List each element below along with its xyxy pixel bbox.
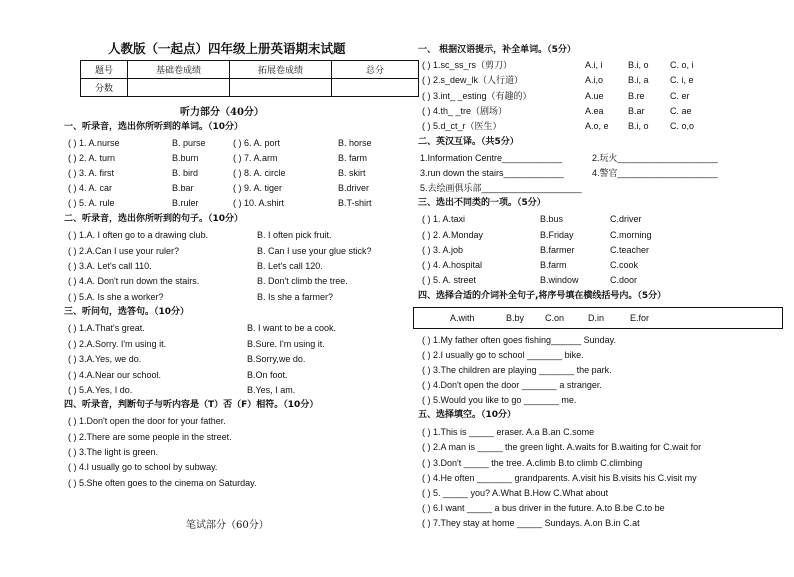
exam-title: 人教版（一起点）四年级上册英语期末试题 bbox=[108, 41, 346, 56]
question-option: B.burn bbox=[172, 153, 199, 163]
question-option: B. Is she a farmer? bbox=[257, 292, 334, 302]
question-option: B.farmer bbox=[540, 245, 575, 255]
question-row: ( ) 2.A man is _____ the green light. A.waits for B.waiting for C.wait for bbox=[422, 442, 702, 452]
score-col-total: 总分 bbox=[332, 61, 419, 79]
score-table-header-row bbox=[81, 61, 419, 79]
question-row: ( ) 4.Don't open the door _______ a stranger. bbox=[422, 380, 602, 390]
question-row: ( ) 4. A.hospital bbox=[422, 260, 483, 270]
question-option: B.re bbox=[628, 91, 645, 101]
question-row: ( ) 4. A. car bbox=[68, 183, 113, 193]
question-row: ( ) 3.Don't _____ the tree. A.climb B.to climb C.climbing bbox=[422, 458, 643, 468]
question-option: C.door bbox=[610, 275, 638, 285]
question-row: ( ) 2.I usually go to school _______ bike. bbox=[422, 350, 584, 360]
translation-item: 1.Information Centre____________ bbox=[420, 153, 563, 163]
question-option: C.driver bbox=[610, 214, 642, 224]
translation-item: 5.去绘画俱乐部____________________ bbox=[420, 183, 582, 193]
question-row: ( ) 2.A.Can I use your ruler? bbox=[68, 246, 180, 256]
question-row: ( ) 1.sc_ss_rs（剪刀） bbox=[422, 60, 513, 70]
question-option: B. purse bbox=[172, 138, 206, 148]
question-option: A.i, i bbox=[585, 60, 603, 70]
question-row: ( ) 1.This is _____ eraser. A.a B.an C.some bbox=[422, 427, 595, 437]
score-cell-basic bbox=[128, 79, 230, 97]
question-row: ( ) 4.I usually go to school by subway. bbox=[68, 462, 218, 472]
question-row: ( ) 6.I want _____ a bus driver in the future. A.to B.be C.to be bbox=[422, 503, 665, 513]
question-row: ( ) 10. A.shirt bbox=[233, 198, 285, 208]
question-option: C. i, e bbox=[670, 75, 694, 85]
listening-section-header: 听力部分（40分） bbox=[180, 107, 264, 118]
score-table bbox=[80, 60, 419, 97]
question-row: ( ) 1.A.That's great. bbox=[68, 323, 145, 333]
question-option: B. Don't climb the tree. bbox=[257, 276, 348, 286]
question-row: ( ) 3.A. Let's call 110. bbox=[68, 261, 152, 271]
question-row: ( ) 3.The children are playing _______ the park. bbox=[422, 365, 612, 375]
written-section-header: 笔试部分（60分） bbox=[186, 520, 269, 531]
question-option: B. farm bbox=[338, 153, 368, 163]
question-row: ( ) 5. A. street bbox=[422, 275, 477, 285]
question-option: B. I want to be a cook. bbox=[247, 323, 337, 333]
question-option: B.On foot. bbox=[247, 370, 288, 380]
question-option: A.o, e bbox=[585, 121, 609, 131]
right-section4-heading: 四、选择合适的介词补全句子,将序号填在横线括号内。（5分） bbox=[418, 291, 667, 301]
question-row: ( ) 3.A.Yes, we do. bbox=[68, 354, 142, 364]
question-option: C. o, i bbox=[670, 60, 694, 70]
left-section2-heading: 二、听录音，选出你所听到的句子。（10分） bbox=[64, 214, 244, 224]
question-row: ( ) 7. A.arm bbox=[233, 153, 278, 163]
right-section5-heading: 五、选择填空。（10分） bbox=[418, 410, 517, 420]
score-col-basic: 基础卷成绩 bbox=[128, 61, 230, 79]
question-option: B.i, a bbox=[628, 75, 649, 85]
score-cell-extended bbox=[230, 79, 332, 97]
preposition-option: C.on bbox=[545, 313, 565, 323]
question-option: B.farm bbox=[540, 260, 567, 270]
right-section3-heading: 三、选出不同类的一项。（5分） bbox=[418, 198, 546, 208]
question-row: ( ) 5.She often goes to the cinema on Saturday. bbox=[68, 478, 257, 488]
left-section3-heading: 三、听问句，选答句。（10分） bbox=[64, 307, 190, 317]
preposition-option: E.for bbox=[630, 313, 650, 323]
question-option: B. horse bbox=[338, 138, 372, 148]
left-section4-heading: 四、听录音，判断句子与听内容是（T）否（F）相符。（10分） bbox=[64, 400, 319, 410]
question-option: C. ae bbox=[670, 106, 692, 116]
question-row: ( ) 5.d_ct_r（医生） bbox=[422, 121, 502, 131]
question-row: ( ) 2.There are some people in the street. bbox=[68, 432, 232, 442]
question-option: B.Friday bbox=[540, 230, 574, 240]
question-option: B. skirt bbox=[338, 168, 366, 178]
score-col-extended: 拓展卷成绩 bbox=[230, 61, 332, 79]
question-row: ( ) 2. A.Monday bbox=[422, 230, 484, 240]
translation-item: 3.run down the stairs____________ bbox=[420, 168, 564, 178]
question-option: B.T-shirt bbox=[338, 198, 372, 208]
question-option: A.ue bbox=[585, 91, 604, 101]
score-col-number: 题号 bbox=[81, 61, 128, 79]
translation-item: 2.玩火____________________ bbox=[592, 153, 718, 163]
question-row: ( ) 8. A. circle bbox=[233, 168, 286, 178]
score-cell-total bbox=[332, 79, 419, 97]
question-option: B. I often pick fruit. bbox=[257, 230, 332, 240]
question-option: B.bar bbox=[172, 183, 194, 193]
question-option: B. Can I use your glue stick? bbox=[257, 246, 372, 256]
question-row: ( ) 2.A.Sorry. I'm using it. bbox=[68, 339, 167, 349]
question-row: ( ) 1. A.nurse bbox=[68, 138, 120, 148]
question-row: ( ) 4.He often _______ grandparents. A.visit his B.visits his C.visit my bbox=[422, 473, 697, 483]
question-row: ( ) 1.Don't open the door for your father. bbox=[68, 416, 226, 426]
question-option: C. o,o bbox=[670, 121, 695, 131]
question-option: B.Sorry,we do. bbox=[247, 354, 306, 364]
preposition-option: B.by bbox=[506, 313, 525, 323]
translation-item: 4.警官____________________ bbox=[592, 168, 718, 178]
question-row: ( ) 4.A. Don't run down the stairs. bbox=[68, 276, 200, 286]
question-option: B.window bbox=[540, 275, 579, 285]
right-section2-heading: 二、英汉互译。（共5分） bbox=[418, 137, 519, 147]
question-row: ( ) 5.A. Is she a worker? bbox=[68, 292, 164, 302]
question-option: B. Let's call 120. bbox=[257, 261, 323, 271]
question-option: B.bus bbox=[540, 214, 564, 224]
question-row: ( ) 5.A.Yes, I do. bbox=[68, 385, 133, 395]
question-option: C.cook bbox=[610, 260, 639, 270]
question-row: ( ) 2.s_dew_lk（人行道） bbox=[422, 75, 524, 85]
right-section1-heading: 一、 根据汉语提示，补全单词。（5分） bbox=[418, 45, 576, 55]
score-row-label: 分数 bbox=[81, 79, 128, 97]
question-option: B. bird bbox=[172, 168, 199, 178]
question-option: B.Yes, I am. bbox=[247, 385, 296, 395]
question-option: B.i, o bbox=[628, 121, 649, 131]
question-option: B.i, o bbox=[628, 60, 649, 70]
question-row: ( ) 7.They stay at home _____ Sundays. A.on B.in C.at bbox=[422, 518, 640, 528]
question-row: ( ) 3.The light is green. bbox=[68, 447, 159, 457]
question-row: ( ) 3.int_ _esting（有趣的） bbox=[422, 91, 532, 101]
question-option: A.i,o bbox=[585, 75, 604, 85]
question-row: ( ) 9. A. tiger bbox=[233, 183, 283, 193]
question-row: ( ) 5. _____ you? A.What B.How C.What about bbox=[422, 488, 609, 498]
question-row: ( ) 3. A.job bbox=[422, 245, 464, 255]
question-option: B.ruler bbox=[172, 198, 199, 208]
question-row: ( ) 1.A. I often go to a drawing club. bbox=[68, 230, 209, 240]
question-row: ( ) 4.A.Near our school. bbox=[68, 370, 162, 380]
question-option: A.ea bbox=[585, 106, 604, 116]
question-option: B.Sure. I'm using it. bbox=[247, 339, 325, 349]
question-option: C. er bbox=[670, 91, 690, 101]
question-option: C.morning bbox=[610, 230, 652, 240]
question-row: ( ) 6. A. port bbox=[233, 138, 281, 148]
question-option: B.driver bbox=[338, 183, 370, 193]
question-option: B.ar bbox=[628, 106, 645, 116]
question-row: ( ) 1. A.taxi bbox=[422, 214, 466, 224]
score-table-value-row bbox=[81, 79, 419, 97]
preposition-option: D.in bbox=[588, 313, 605, 323]
question-row: ( ) 5. A. rule bbox=[68, 198, 115, 208]
question-option: C.teacher bbox=[610, 245, 650, 255]
question-row: ( ) 3. A. first bbox=[68, 168, 115, 178]
question-row: ( ) 4.th_ _tre（剧场） bbox=[422, 106, 508, 116]
left-section1-heading: 一、听录音，选出你所听到的单词。（10分） bbox=[64, 122, 244, 132]
preposition-option: A.with bbox=[450, 313, 475, 323]
question-row: ( ) 1.My father often goes fishing______ Sunday. bbox=[422, 335, 616, 345]
question-row: ( ) 5.Would you like to go _______ me. bbox=[422, 395, 577, 405]
question-row: ( ) 2. A. turn bbox=[68, 153, 116, 163]
